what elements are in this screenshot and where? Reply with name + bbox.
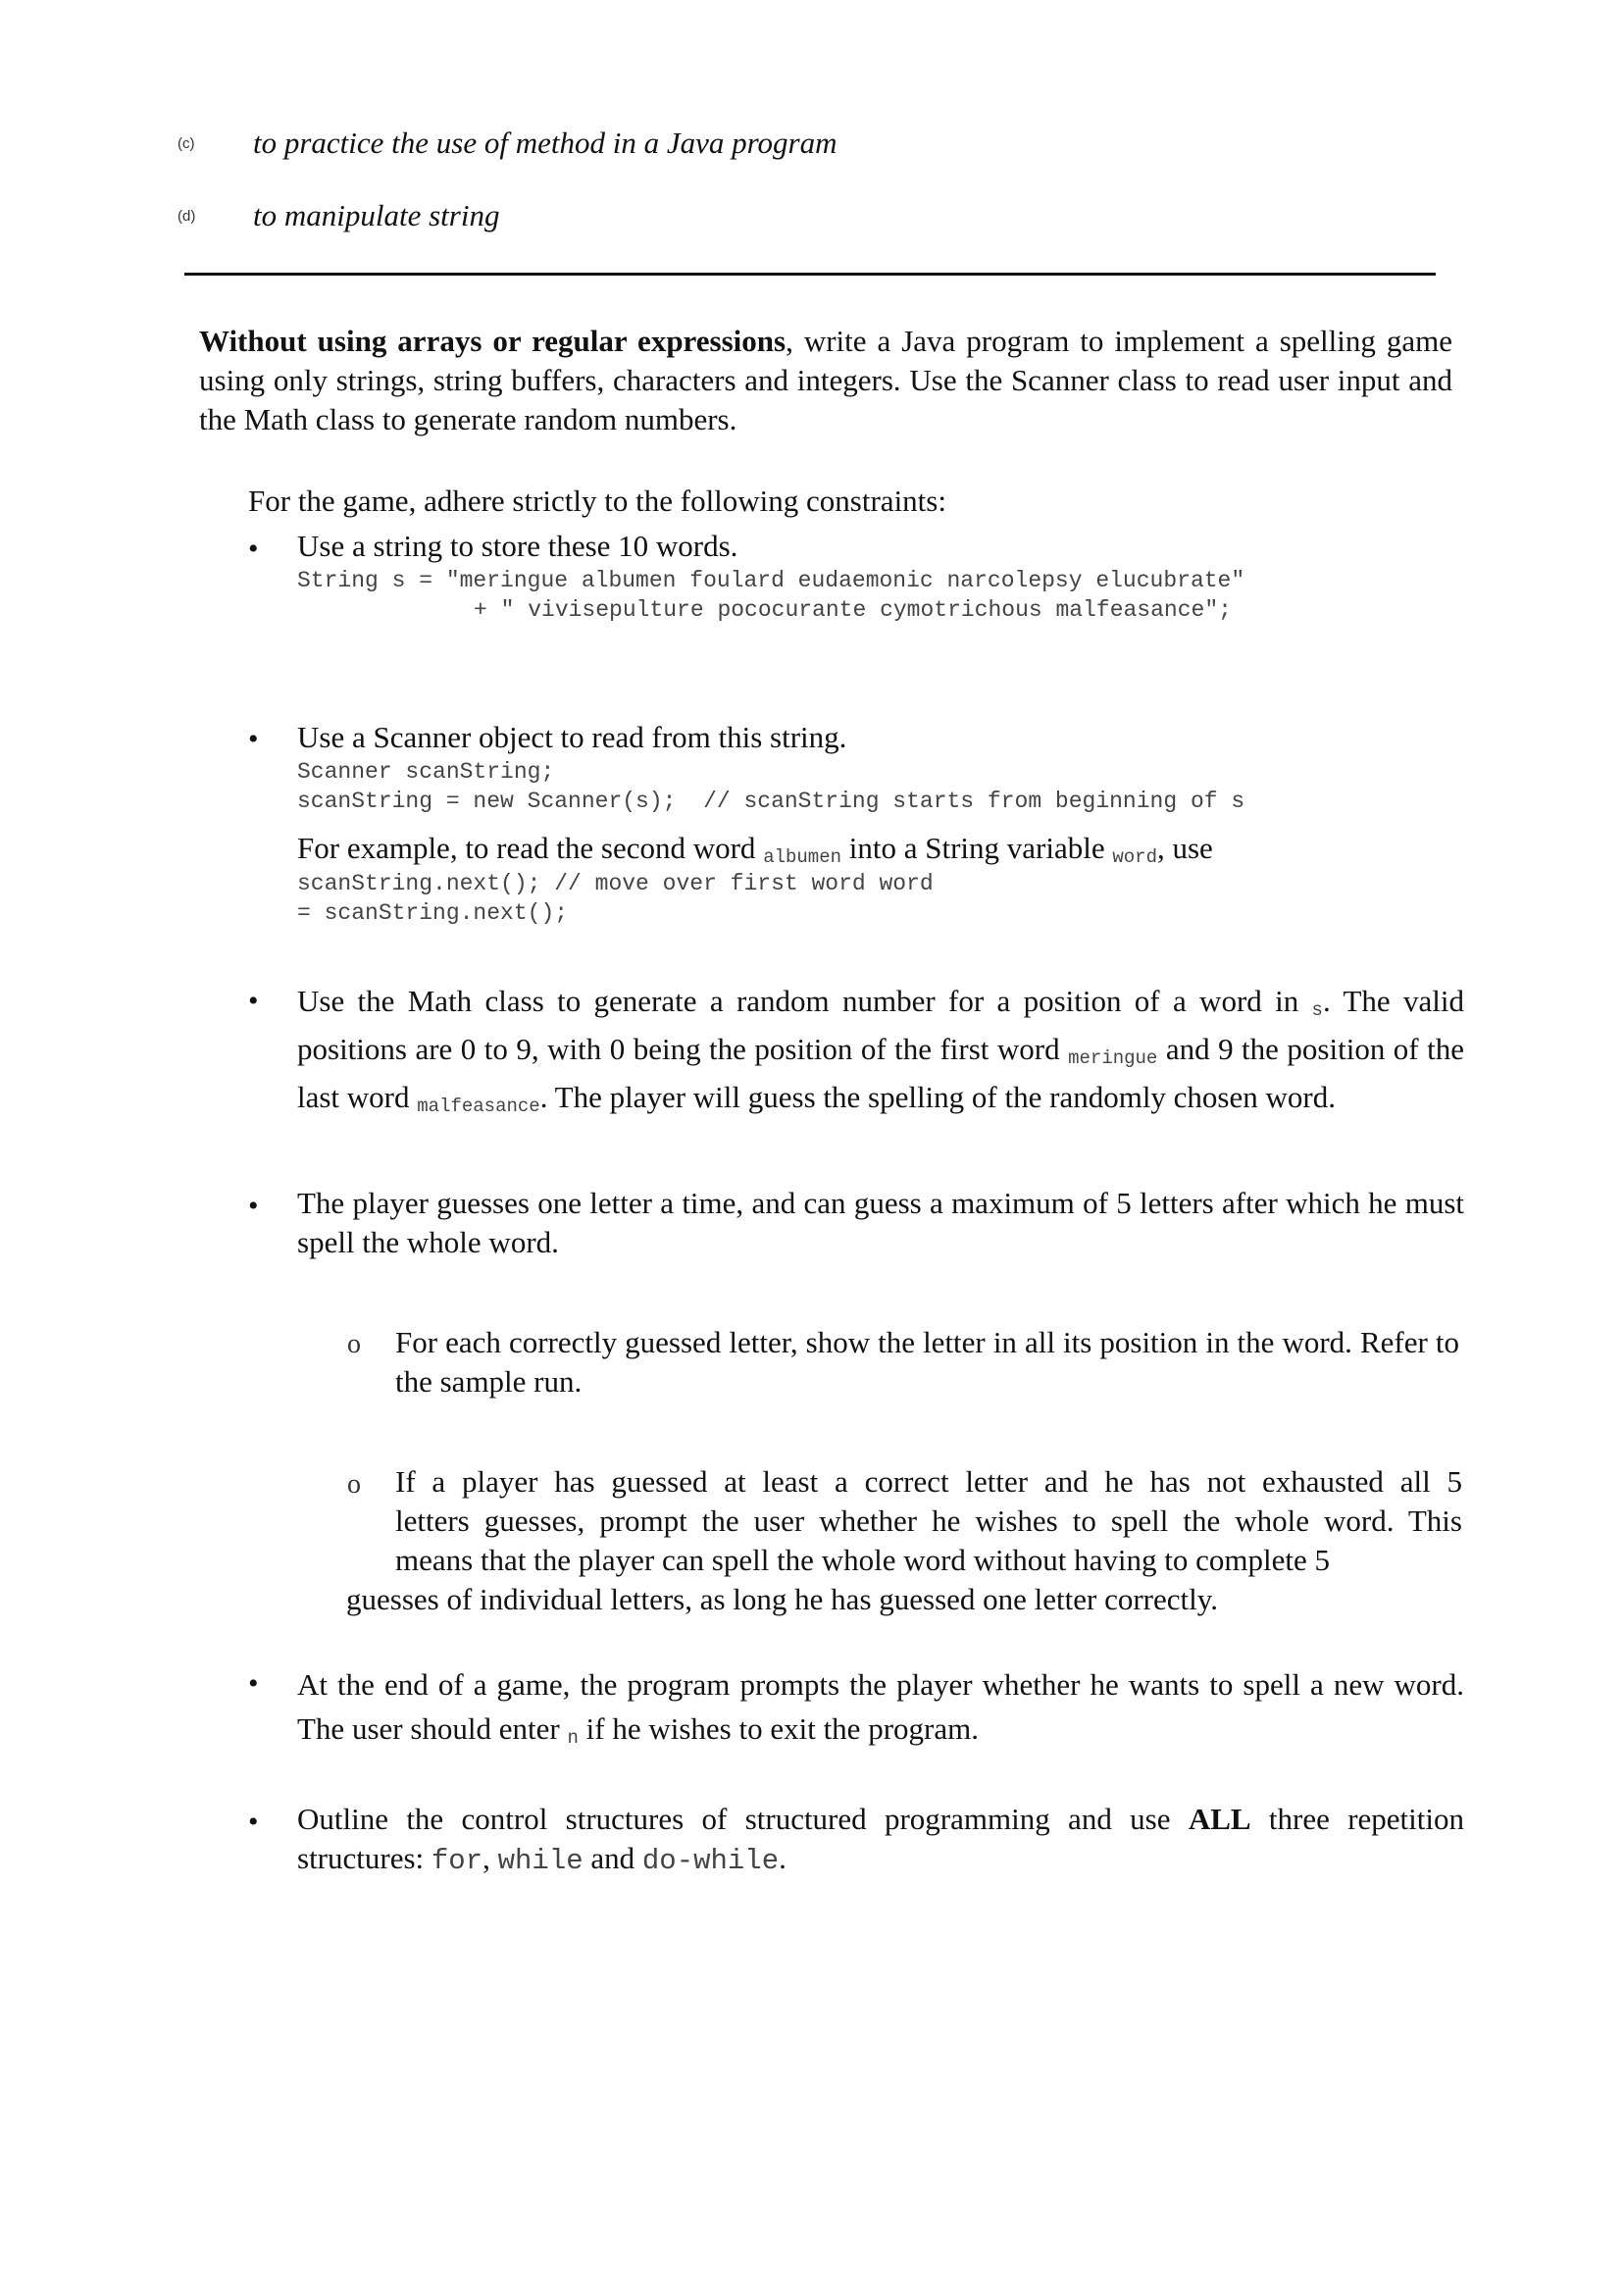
bullet-6-code-do-while: do-while: [641, 1845, 780, 1877]
objective-text-c: to practice the use of method in a Java program: [253, 126, 837, 160]
bullet-2-code-line-4: = scanString.next();: [297, 900, 569, 926]
bullet-4-marker: •: [248, 1190, 259, 1222]
constraints-heading: For the game, adhere strictly to the following constraints:: [248, 484, 946, 518]
bullet-5-code-1: n: [567, 1727, 579, 1749]
bullet-3-code-2: meringue: [1068, 1047, 1158, 1069]
bullet-3-part-1: Use the Math class to generate a random number for a position of a word in: [297, 984, 1312, 1018]
bullet-5-part-2: if he wishes to exit the program.: [578, 1711, 979, 1746]
objective-label-d: (d): [178, 208, 196, 225]
sub-bullet-1-marker: o: [347, 1329, 361, 1359]
bullet-5-marker: •: [248, 1667, 259, 1700]
sub-bullet-2-line-3: means that the player can spell the whole word without having to complete 5: [395, 1543, 1330, 1577]
bullet-2-example-part-2: into a String variable: [841, 831, 1113, 865]
bullet-6-part-2: three repetition structures:: [297, 1802, 1464, 1875]
bullet-6-part-1: Outline the control structures of structured programming and use: [297, 1802, 1189, 1836]
sub-bullet-1-text: For each correctly guessed letter, show the letter in all its position in the word. Refer to the sample run.: [395, 1325, 1459, 1399]
bullet-3-marker: •: [248, 985, 259, 1017]
bullet-2-example: [297, 829, 1213, 873]
bullet-3-code-1: s: [1311, 999, 1323, 1021]
horizontal-rule: [184, 273, 1436, 276]
bullet-6-code-while: while: [497, 1845, 584, 1877]
intro-bold: Without using arrays or regular expressions: [199, 324, 787, 358]
bullet-1-code-line-2: + " vivisepulture pococurante cymotrichous malfeasance";: [474, 597, 1232, 623]
bullet-2-marker: •: [248, 723, 259, 755]
bullet-2-text: Use a Scanner object to read from this string.: [297, 720, 847, 754]
bullet-6-code-for: for: [431, 1845, 483, 1877]
bullet-2-example-code-1: albumen: [763, 846, 842, 868]
objective-text-d: to manipulate string: [253, 198, 500, 232]
bullet-5-text: [297, 1662, 1464, 1757]
bullet-2-example-code-2: word: [1112, 846, 1157, 868]
bullet-1-text: Use a string to store these 10 words.: [297, 529, 738, 563]
intro-paragraph: [199, 322, 1452, 439]
bullet-1-marker: •: [248, 533, 259, 565]
bullet-3-part-4: . The player will guess the spelling of the randomly chosen word.: [539, 1080, 1336, 1114]
bullet-4-text: The player guesses one letter a time, and can guess a maximum of 5 letters after which he must spell the whole word.: [297, 1186, 1464, 1259]
bullet-5-part-1: At the end of a game, the program prompts the player whether he wants to spell a new word. The user should enter: [297, 1667, 1464, 1746]
intro-text: , write a Java program to implement a spelling game using only strings, string buffers, characters and integers. Use the Scanner class to read user input and the Math class to generate random numbers.: [199, 324, 1453, 436]
bullet-3-part-3: and 9 the position of the last word: [297, 1032, 1464, 1114]
sub-bullet-2-line-1: If a player has guessed at least a correct letter and he has not exhausted all 5: [395, 1464, 1462, 1499]
bullet-2-code-line-2: scanString = new Scanner(s); // scanString starts from beginning of s: [297, 789, 1245, 814]
bullet-6-sep-1: ,: [482, 1841, 498, 1875]
bullet-2-code-line-3: scanString.next(); // move over first word word: [297, 871, 934, 896]
sub-bullet-2-line-2: letters guesses, prompt the user whether he wishes to spell the whole word. This: [395, 1504, 1462, 1538]
bullet-6-text: [297, 1800, 1464, 1881]
bullet-6-marker: •: [248, 1806, 259, 1838]
bullet-2-example-part-1: For example, to read the second word: [297, 831, 764, 865]
bullet-6-sep-2: and: [583, 1841, 642, 1875]
sub-bullet-2-marker: o: [347, 1469, 361, 1500]
bullet-2-code-line-1: Scanner scanString;: [297, 759, 555, 785]
bullet-6-end: .: [779, 1841, 787, 1875]
bullet-1-code-line-1: String s = "meringue albumen foulard eudaemonic narcolepsy elucubrate": [297, 568, 1245, 593]
objective-label-c: (c): [178, 135, 195, 152]
bullet-6-bold: ALL: [1188, 1802, 1251, 1836]
bullet-2-example-part-3: , use: [1156, 831, 1213, 865]
sub-bullet-2-line-4: guesses of individual letters, as long he has guessed one letter correctly.: [346, 1582, 1218, 1616]
bullet-3-code-3: malfeasance: [417, 1096, 540, 1117]
bullet-3-text: [297, 980, 1464, 1124]
bullet-3-part-2: . The valid positions are 0 to 9, with 0 being the position of the first word: [297, 984, 1464, 1066]
